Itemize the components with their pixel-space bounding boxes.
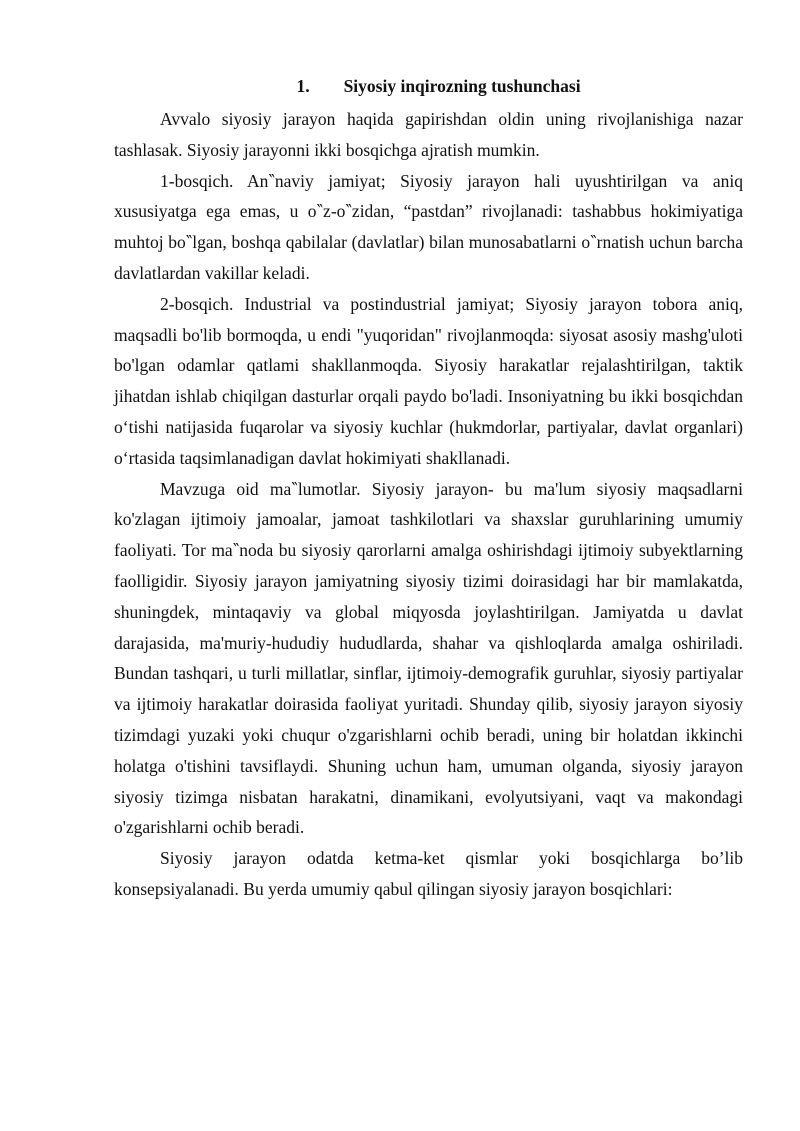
paragraph-intro: Avvalo siyosiy jarayon haqida gapirishdan oldin uning rivojlanishiga nazar tashlasak. Siyosiy jarayonni ikki bosqichga ajratish mumkin. <box>114 109 743 160</box>
document-page <box>114 74 743 905</box>
section-number: 1. <box>296 76 310 96</box>
paragraph-stage-1: 1-bosqich. An‶naviy jamiyat; Siyosiy jarayon hali uyushtirilgan va aniq xususiyatga ega emas, u o‶z-o‶zidan, “pastdan” rivojlanadi: tashabbus hokimiyatiga muhtoj bo‶lgan, boshqa qabilalar (davlatlar) bilan munosabatlarni o‶rnatish uchun barcha davlatlardan vakillar keladi. <box>114 170 743 283</box>
section-title: Siyosiy inqirozning tushunchasi <box>343 76 581 96</box>
paragraph-stages-intro: Siyosiy jarayon odatda ketma-ket qismlar yoki bosqichlarga bo’lib konsepsiyalanadi. Bu yerda umumiy qabul qilingan siyosiy jarayon bosqichlari: <box>114 848 743 899</box>
paragraph-stage-2: 2-bosqich. Industrial va postindustrial jamiyat; Siyosiy jarayon tobora aniq, maqsadli bo'lib bormoqda, u endi "yuqoridan" rivojlanmoqda: siyosat asosiy mashg'uloti bo'lgan odamlar qatlami shakllanmoqda. Siyosiy harakatlar rejalashtirilgan, taktik jihatdan ishlab chiqilgan dasturlar orqali paydo bo'ladi. Insoniyatning bu ikki bosqichdan o‘tishi natijasida fuqarolar va siyosiy kuchlar (hukmdorlar, partiyalar, davlat organlari) o‘rtasida taqsimlanadigan davlat hokimiyati shakllanadi. <box>114 293 743 468</box>
section-heading <box>114 74 743 99</box>
paragraph-topic-info: Mavzuga oid ma‶lumotlar. Siyosiy jarayon- bu ma'lum siyosiy maqsadlarni ko'zlagan ijtimoiy jamoalar, jamoat tashkilotlari va shaxslar guruhlarining umumiy faoliyati. Tor ma‶noda bu siyosiy qarorlarni amalga oshirishdagi ijtimoiy subyektlarning faolligidir. Siyosiy jarayon jamiyatning siyosiy tizimi doirasidagi har bir mamlakatda, shuningdek, mintaqaviy va global miqyosda joylashtirilgan. Jamiyatda u davlat darajasida, ma'muriy-hududiy hududlarda, shahar va qishloqlarda amalga oshiriladi. Bundan tashqari, u turli millatlar, sinflar, ijtimoiy-demografik guruhlar, siyosiy partiyalar va ijtimoiy harakatlar doirasida faoliyat yuritadi. Shunday qilib, siyosiy jarayon siyosiy tizimdagi yuzaki yoki chuqur o'zgarishlarni ochib beradi, uning bir holatdan ikkinchi holatga o'tishini tavsiflaydi. Shuning uchun ham, umuman olganda, siyosiy jarayon siyosiy tizimga nisbatan harakatni, dinamikani, evolyutsiyani, vaqt va makondagi o'zgarishlarni ochib beradi. <box>114 478 743 838</box>
